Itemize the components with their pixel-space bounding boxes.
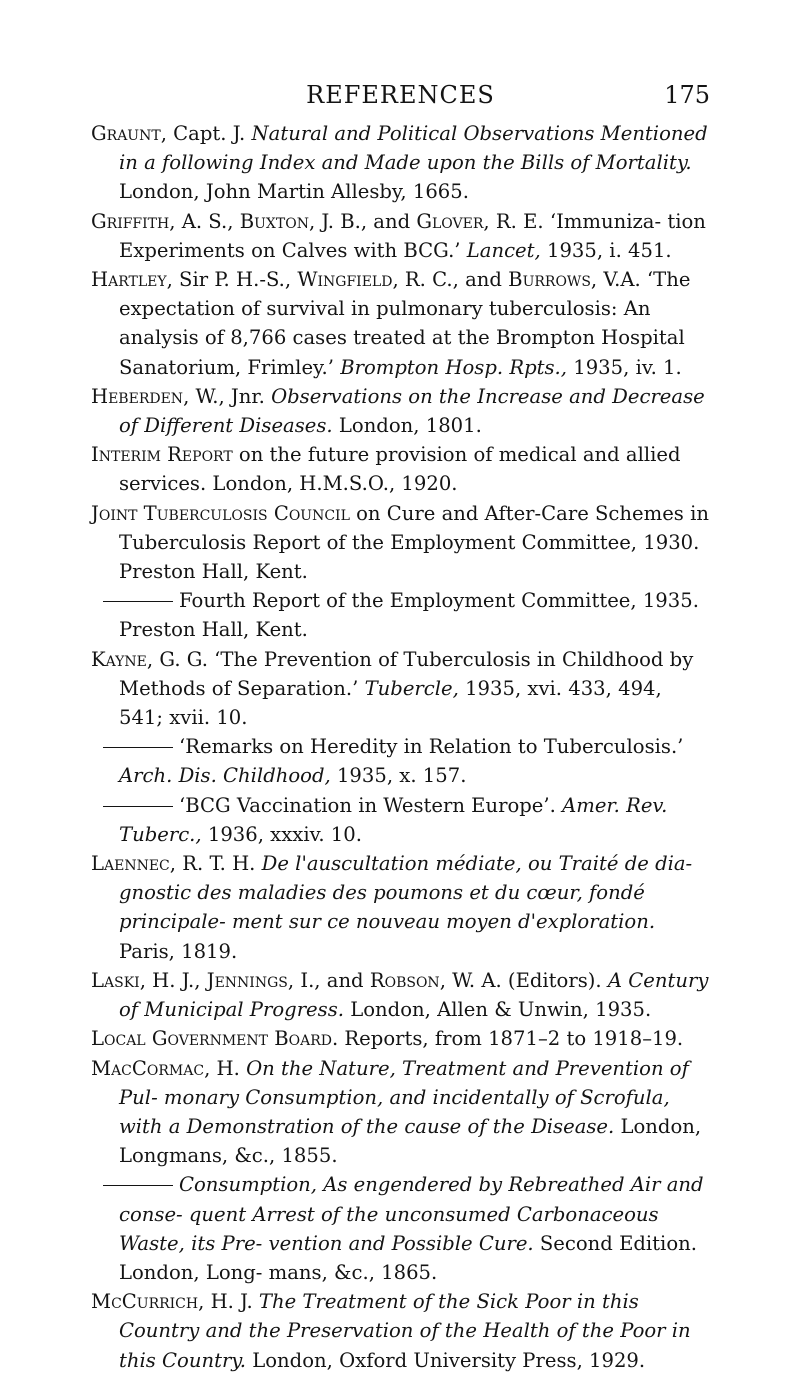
reference-entry: McCurrich, H. J. The Treatment of the Sick Poor in this Country and the Preservation of the Health of the Poor in this Country. London, Oxford University Press, 1929. <box>91 1290 691 1372</box>
reference-entry: Local Government Board. Reports, from 1871–2 to 1918–19. <box>91 1027 684 1051</box>
reference-entry: Laski, H. J., Jennings, I., and Robson, W. A. (Editors). A Century of Municipal Progress. London, Allen & Unwin, 1935. <box>91 968 709 1022</box>
reference-entry: ‘Remarks on Heredity in Relation to Tuberculosis.’ Arch. Dis. Childhood, 1935, x. 157. <box>91 732 709 790</box>
author-name: Joint Tuberculosis Council <box>91 501 350 525</box>
author-name: McCurrich <box>91 1290 199 1314</box>
author-name: Griffith <box>91 209 170 233</box>
author-name: Laski <box>91 968 140 992</box>
work-title: The Treatment of the Sick Poor in this Country and the Preservation of the Health of the Poor in this Country. <box>119 1290 691 1372</box>
page-title: REFERENCES <box>306 81 495 109</box>
author-name: Interim Report <box>91 443 233 467</box>
reference-entry: Fourth Report of the Employment Committee, 1935. Preston Hall, Kent. <box>91 586 709 644</box>
journal-name: Arch. Dis. Childhood, <box>119 764 331 788</box>
reference-entry: Griffith, A. S., Buxton, J. B., and Glover, R. E. ‘Immuniza- tion Experiments on Calves with BCG.’ Lancet, 1935, i. 451. <box>91 209 706 262</box>
journal-name: Tubercle, <box>364 676 459 700</box>
author-name: Hartley <box>91 268 167 292</box>
running-header <box>0 78 801 112</box>
ditto-dash <box>103 747 173 748</box>
author-name: Burrows <box>508 268 591 292</box>
reference-entry: Joint Tuberculosis Council on Cure and After-Care Schemes in Tuberculosis Report of the Employment Committee, 1930. Preston Hall, Kent. <box>91 501 709 584</box>
author-name: Buxton <box>239 209 309 233</box>
journal-name: Lancet, <box>466 238 541 262</box>
author-name: Kayne <box>91 647 147 671</box>
work-title: De l'auscultation médiate, ou Traité de dia- gnostic des maladies des poumons et du cœur, fondé principale- ment sur ce nouveau moyen d'exploration. <box>119 852 693 934</box>
reference-entry: Consumption, As engendered by Rebreathed Air and conse- quent Arrest of the unconsumed Carbonaceous Waste, its Pre- vention and Possible Cure. Second Edition. London, Long- mans, &c., 1865. <box>91 1170 709 1287</box>
ditto-dash <box>103 1185 173 1186</box>
journal-name: Amer. Rev. Tuberc., <box>119 793 668 846</box>
ditto-dash <box>103 601 173 602</box>
reference-entry: MacCormac, H. On the Nature, Treatment and Prevention of Pul- monary Consumption, and incidentally of Scrofula, with a Demonstration of the cause of the Disease. London, Longmans, &c., 1855. <box>91 1056 702 1168</box>
reference-entry: ‘BCG Vaccination in Western Europe’. Amer. Rev. Tuberc., 1936, xxxiv. 10. <box>91 791 709 849</box>
reference-entry: Heberden, W., Jnr. Observations on the Increase and Decrease of Different Diseases. London, 1801. <box>91 384 705 438</box>
reference-entry: Interim Report on the future provision of medical and allied services. London, H.M.S.O., 1920. <box>91 443 681 496</box>
page-number: 175 <box>664 81 710 109</box>
reference-entry: Kayne, G. G. ‘The Prevention of Tuberculosis in Childhood by Methods of Separation.’ Tubercle, 1935, xvi. 433, 494, 541; xvii. 10. <box>91 647 694 730</box>
reference-entry: Laennec, R. T. H. De l'auscultation médiate, ou Traité de dia- gnostic des maladies des poumons et du cœur, fondé principale- ment sur ce nouveau moyen d'exploration. Paris, 1819. <box>91 852 693 963</box>
ditto-dash <box>103 806 173 807</box>
journal-name: Brompton Hosp. Rpts., <box>340 355 568 379</box>
reference-entry: Graunt, Capt. J. Natural and Political Observations Mentioned in a following Index and Made upon the Bills of Mortality. London, John Martin Allesby, 1665. <box>91 122 708 204</box>
author-name: Local Government Board <box>91 1027 332 1051</box>
work-title: A Century of Municipal Progress. <box>119 968 709 1022</box>
author-name: Wingfield <box>297 268 393 292</box>
work-title: Observations on the Increase and Decrease of Different Diseases. <box>119 384 705 438</box>
work-title: On the Nature, Treatment and Prevention of Pul- monary Consumption, and incidentally of Scrofula, with a Demonstration of the cause of the Disease. <box>119 1056 689 1138</box>
author-name: Robson <box>369 968 440 992</box>
work-title: Consumption, As engendered by Rebreathed Air and conse- quent Arrest of the unconsumed Carbonaceous Waste, its Pre- vention and Possible Cure. <box>119 1173 704 1255</box>
work-title: Natural and Political Observations Mentioned in a following Index and Made upon the Bills of Mortality. <box>119 122 708 175</box>
reference-list <box>91 119 709 1375</box>
author-name: Laennec <box>91 852 170 876</box>
reference-entry: Hartley, Sir P. H.-S., Wingfield, R. C., and Burrows, V.A. ‘The expectation of survival in pulmonary tuberculosis: An analysis of 8,766 cases treated at the Brompton Hospital Sanatorium, Frimley.’ Brompton Hosp. Rpts., 1935, iv. 1. <box>91 268 691 379</box>
author-name: Graunt <box>91 122 161 145</box>
author-name: Jennings <box>206 968 288 992</box>
author-name: Glover <box>416 209 484 233</box>
author-name: Heberden <box>91 384 184 408</box>
author-name: MacCormac <box>91 1056 205 1080</box>
